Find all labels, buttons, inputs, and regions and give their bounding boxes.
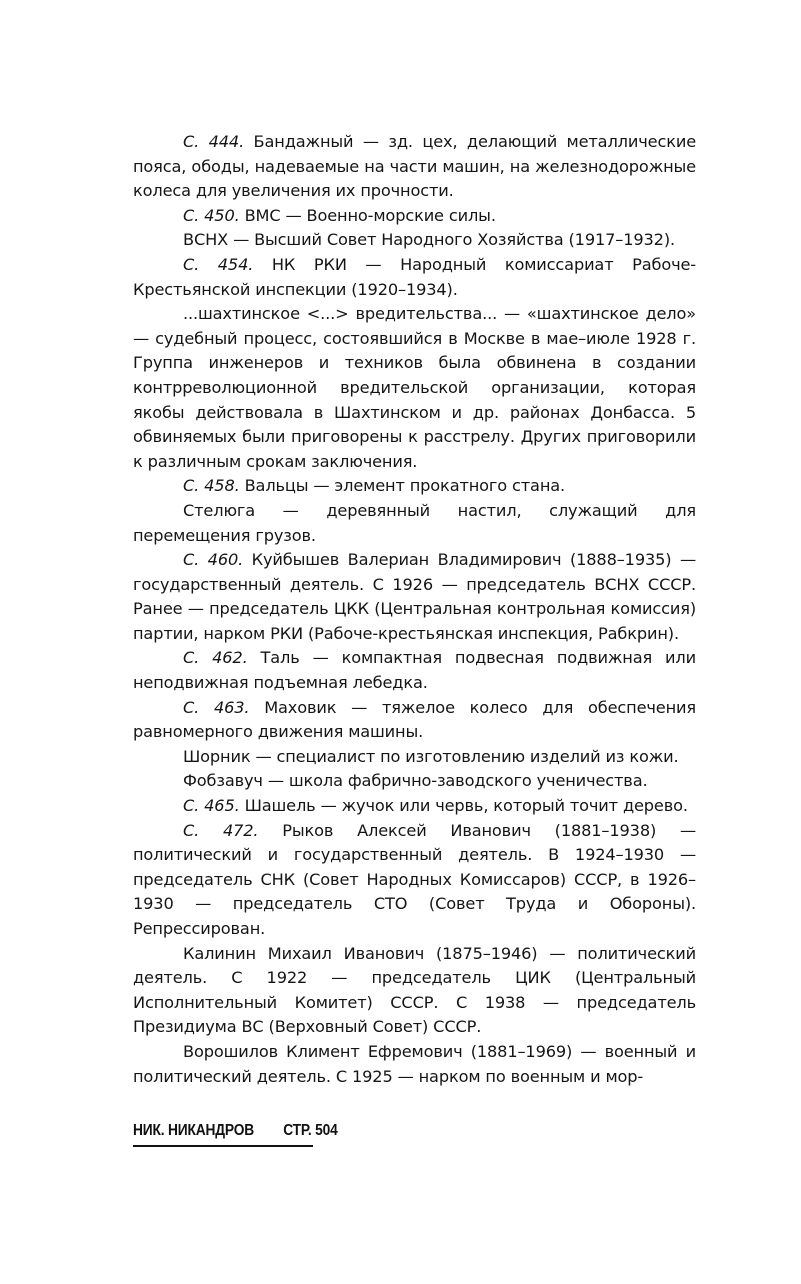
page-reference: С. 458. [183, 476, 240, 496]
note-text: ВСНХ — Высший Совет Народного Хозяйства (1917–1932). [183, 230, 675, 250]
note-paragraph [133, 942, 696, 1040]
note-text: Шашель — жучок или червь, который точит дерево. [239, 796, 688, 816]
footer-author: НИК. НИКАНДРОВ [133, 1122, 255, 1139]
note-paragraph [133, 130, 696, 204]
note-text: НК РКИ — Народный комиссариат Рабоче-Крестьянской инспекции (1920–1934). [133, 254, 696, 299]
note-paragraph [133, 646, 696, 695]
note-text: ВМС — Военно-морские силы. [239, 205, 496, 225]
page-reference: С. 454. [183, 254, 254, 274]
note-text: ...шахтинское <...> вредительства... — «шахтинское дело» — судебный процесс, состоявшийся в Москве в мае–июле 1928 г. Группа инженеров и техников была обвинена в создании контрреволюционной вредительской организации, которая якобы действовала в Шахтинском и др. районах Донбасса. 5 обвиняемых были приговорены к расстрелу. Других приговорили к различным срокам заключения. [133, 304, 696, 471]
note-paragraph [133, 474, 696, 499]
note-text: Таль — компактная подвесная подвижная или неподвижная подъемная лебедка. [133, 648, 696, 693]
note-text: Куйбышев Валериан Владимирович (1888–1935) — государственный деятель. С 1926 — председатель ВСНХ СССР. Ранее — председатель ЦКК (Центральная контрольная комиссия) партии, нарком РКИ (Рабоче-крестьянская инспекция, Рабкрин). [133, 550, 696, 643]
note-text: Ворошилов Климент Ефремович (1881–1969) — военный и политический деятель. С 1925 — нарком по военным и мор- [133, 1041, 696, 1086]
page-reference: С. 472. [183, 820, 259, 840]
note-paragraph [133, 1040, 696, 1089]
footer-page-number: СТР. 504 [283, 1122, 338, 1139]
note-paragraph [133, 548, 696, 646]
note-paragraph [133, 769, 696, 794]
note-paragraph [133, 696, 696, 745]
note-paragraph [133, 253, 696, 302]
note-text: Маховик — тяжелое колесо для обеспечения равномерного движения машины. [133, 697, 696, 742]
note-paragraph [133, 204, 696, 229]
note-text: Рыков Алексей Иванович (1881–1938) — политический и государственный деятель. В 1924–1930 — председатель СНК (Совет Народных Комиссаров) СССР, в 1926–1930 — председатель СТО (Совет Труда и Обороны). Репрессирован. [133, 820, 696, 938]
footer-rule [133, 1145, 313, 1147]
note-paragraph [133, 302, 696, 474]
note-text: Калинин Михаил Иванович (1875–1946) — политический деятель. С 1922 — председатель ЦИК (Центральный Исполнительный Комитет) СССР. С 1938 — председатель Президиума ВС (Верховный Совет) СССР. [133, 943, 696, 1037]
page-reference: С. 463. [183, 697, 250, 717]
page-reference: С. 465. [183, 796, 240, 816]
note-paragraph [133, 819, 696, 942]
page-reference: С. 462. [183, 648, 248, 668]
note-paragraph [133, 499, 696, 548]
page-reference: С. 450. [183, 205, 240, 225]
running-footer [133, 1122, 338, 1140]
page-reference: С. 444. [183, 132, 245, 151]
note-paragraph [133, 228, 696, 253]
note-paragraph [133, 745, 696, 770]
note-text: Бандажный — зд. цех, делающий металлические пояса, ободы, надеваемые на части машин, на железнодорожные колеса для увеличения их прочности. [133, 132, 696, 201]
note-text: Шорник — специалист по изготовлению изделий из кожи. [183, 746, 679, 766]
page-text [133, 130, 696, 1089]
note-text: Стелюга — деревянный настил, служащий для перемещения грузов. [133, 500, 696, 545]
note-paragraph [133, 794, 696, 819]
note-text: Вальцы — элемент прокатного стана. [239, 476, 566, 496]
page-reference: С. 460. [183, 550, 244, 570]
note-text: Фобзавуч — школа фабрично-заводского ученичества. [183, 771, 648, 791]
